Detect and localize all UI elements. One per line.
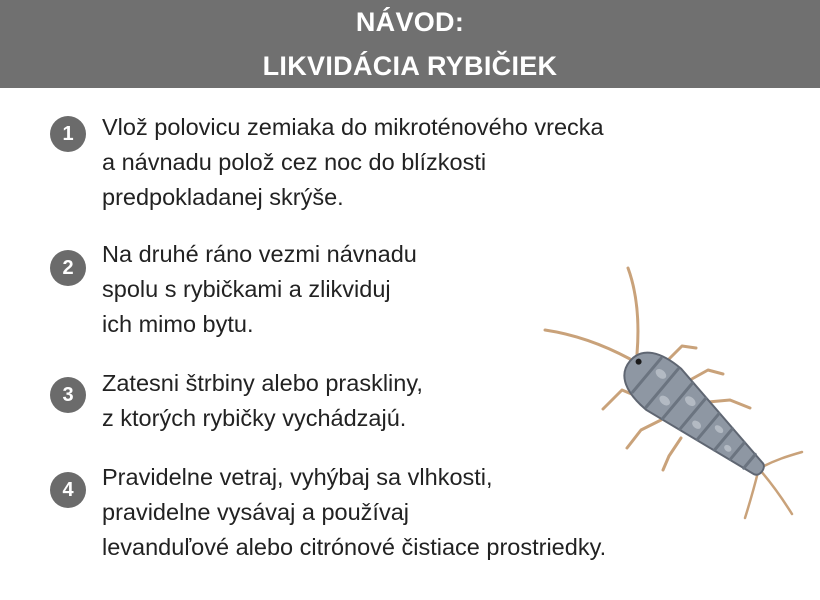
step-number-badge: 1 bbox=[50, 116, 86, 152]
header-banner bbox=[0, 0, 820, 88]
silverfish-leg bbox=[668, 346, 696, 360]
step-text bbox=[102, 237, 417, 342]
silverfish-antennae bbox=[545, 268, 638, 359]
step-line: predpokladanej skrýše. bbox=[102, 184, 344, 210]
step-text bbox=[102, 366, 423, 436]
step-line: Vlož polovicu zemiaka do mikroténového vrecka bbox=[102, 114, 604, 140]
silverfish-body bbox=[613, 340, 780, 492]
title-line-2: LIKVIDÁCIA RYBIČIEK bbox=[262, 51, 558, 81]
step-number-badge: 3 bbox=[50, 377, 86, 413]
step-line: pravidelne vysávaj a používaj bbox=[102, 499, 409, 525]
step-line: a návnadu polož cez noc do blízkosti bbox=[102, 149, 487, 175]
silverfish-leg bbox=[627, 420, 661, 448]
silverfish-illustration bbox=[540, 262, 812, 528]
silverfish-tail-filament bbox=[760, 470, 792, 514]
step-text bbox=[102, 460, 606, 565]
step-line: spolu s rybičkami a zlikviduj bbox=[102, 276, 391, 302]
title-line-1: NÁVOD: bbox=[355, 7, 465, 37]
step-line: levanduľové alebo citrónové čistiace prostriedky. bbox=[102, 534, 607, 560]
silverfish-leg bbox=[663, 438, 681, 470]
step-line: ich mimo bytu. bbox=[102, 311, 254, 337]
silverfish-tail-filament bbox=[745, 472, 758, 518]
step-line: Pravidelne vetraj, vyhýbaj sa vlhkosti, bbox=[102, 464, 493, 490]
step-line: Na druhé ráno vezmi návnadu bbox=[102, 241, 417, 267]
step-line: z ktorých rybičky vychádzajú. bbox=[102, 405, 407, 431]
silverfish-antenna bbox=[545, 330, 630, 359]
silverfish-tail-filament bbox=[760, 452, 802, 468]
step-text bbox=[102, 110, 604, 215]
silverfish-leg bbox=[690, 370, 723, 380]
step-number-badge: 2 bbox=[50, 250, 86, 286]
silverfish-antenna bbox=[628, 268, 638, 354]
step-number-badge: 4 bbox=[50, 472, 86, 508]
step-line: Zatesni štrbiny alebo praskliny, bbox=[102, 370, 423, 396]
